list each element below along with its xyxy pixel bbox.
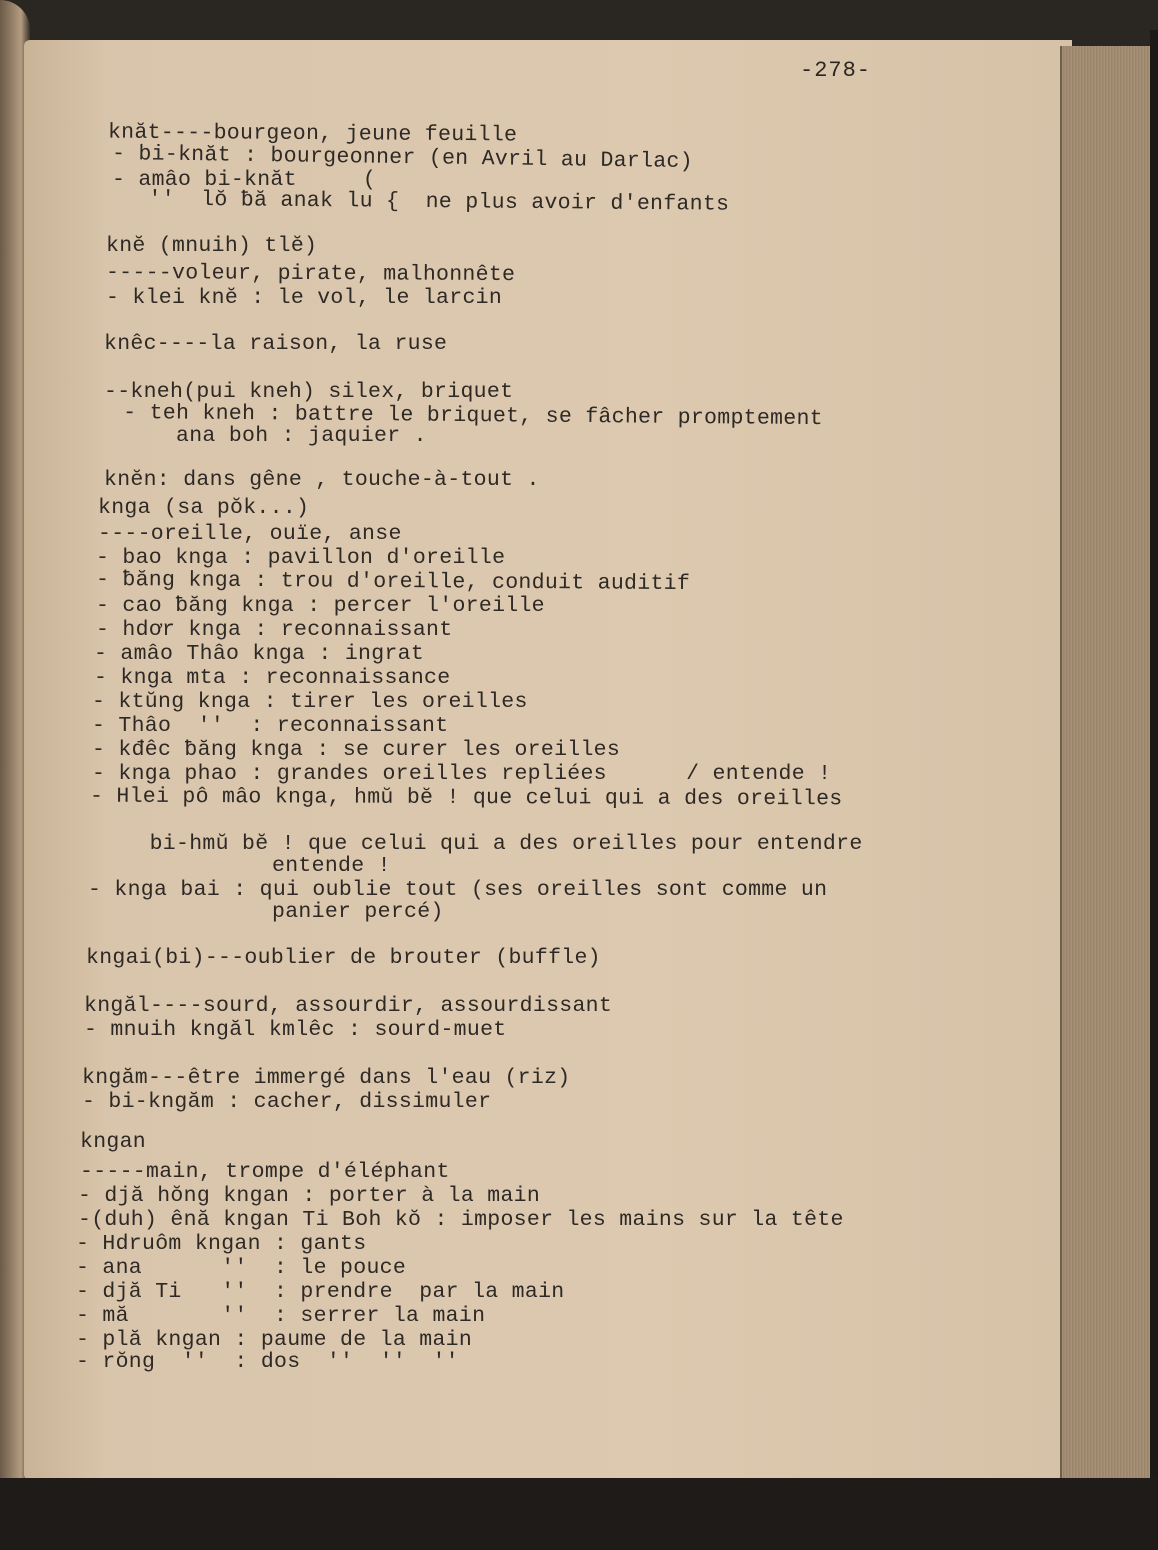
page-number: -278-	[800, 58, 872, 83]
entry-line: --kneh(pui kneh) silex, briquet	[104, 380, 514, 404]
entry-line: knga (sa pŏk...)	[98, 496, 310, 520]
entry-line: ----oreille, ouïe, anse	[98, 522, 402, 546]
entry-line: panier percé)	[140, 900, 444, 924]
entry-line: kngăm---être immergé dans l'eau (riz)	[82, 1066, 571, 1090]
entry-line: - bi-kngăm : cacher, dissimuler	[82, 1090, 492, 1114]
entry-line: - rŏng '' : dos '' '' ''	[76, 1350, 459, 1374]
entry-line: - Hdruôm kngan : gants	[76, 1232, 367, 1256]
entry-line: - amâo Thâo knga : ingrat	[94, 642, 425, 666]
entry-line: - cao ƀăng knga : percer l'oreille	[96, 594, 545, 618]
entry-line: '' lŏ ƀă anak lu { ne plus avoir d'enfants	[121, 187, 730, 217]
entry-line: kngăl----sourd, assourdir, assourdissant	[84, 994, 613, 1018]
entry-line: knăt----bourgeon, jeune feuille	[107, 120, 518, 148]
entry-line: kngai(bi)---oublier de brouter (buffle)	[86, 946, 601, 970]
entry-line: - ktŭng knga : tirer les oreilles	[92, 690, 528, 714]
entry-line: - amâo bi-knăt (	[112, 168, 377, 192]
entry-line: entende !	[140, 854, 391, 878]
entry-line: - bi-knăt : bourgeonner (en Avril au Darlac)	[111, 141, 694, 175]
entry-line: - djă Ti '' : prendre par la main	[76, 1280, 565, 1304]
entry-line: -(duh) ênă kngan Ti Boh kŏ : imposer les mains sur la tête	[78, 1208, 844, 1232]
entry-line: - knga bai : qui oublie tout (ses oreilles sont comme un	[88, 878, 828, 902]
entry-line: - Hlei pô mâo knga, hmŭ bĕ ! que celui qui a des oreilles	[89, 784, 843, 812]
entry-line: - mă '' : serrer la main	[76, 1304, 486, 1328]
entry-line: - Thâo '' : reconnaissant	[92, 714, 449, 738]
entry-line: - teh kneh : battre le briquet, se fâcher promptement	[109, 400, 824, 432]
entry-line: - hdơr knga : reconnaissant	[96, 618, 453, 642]
entry-line: - plă kngan : paume de la main	[76, 1328, 473, 1352]
entry-line: knĕn: dans gêne , touche-à-tout .	[104, 468, 540, 492]
entry-line: - knga phao : grandes oreilles repliées / entende !	[92, 762, 832, 786]
entry-line: knĕ (mnuih) tlĕ)	[106, 234, 318, 258]
entry-line: bi-hmŭ bĕ ! que celui qui a des oreilles pour entendre	[110, 832, 863, 856]
entry-line: - ana '' : le pouce	[76, 1256, 407, 1280]
entry-line: knêc----la raison, la ruse	[104, 332, 448, 356]
entry-line: - klei knĕ : le vol, le larcin	[106, 286, 503, 310]
entry-line: - bao knga : pavillon d'oreille	[96, 546, 506, 570]
entry-line: - kđêc ƀăng knga : se curer les oreilles	[92, 738, 621, 762]
entry-line: - ƀăng knga : trou d'oreille, conduit auditif	[95, 567, 691, 597]
entry-line: -----voleur, pirate, malhonnête	[105, 260, 516, 288]
entry-line: ana boh : jaquier .	[110, 424, 427, 448]
entry-line: kngan	[80, 1130, 147, 1154]
entry-line: - djă hŏng kngan : porter à la main	[78, 1184, 541, 1208]
entry-line: - knga mta : reconnaissance	[94, 666, 451, 690]
entry-line: -----main, trompe d'éléphant	[80, 1160, 450, 1184]
entry-line: - mnuih kngăl kmlêc : sourd-muet	[84, 1018, 507, 1042]
